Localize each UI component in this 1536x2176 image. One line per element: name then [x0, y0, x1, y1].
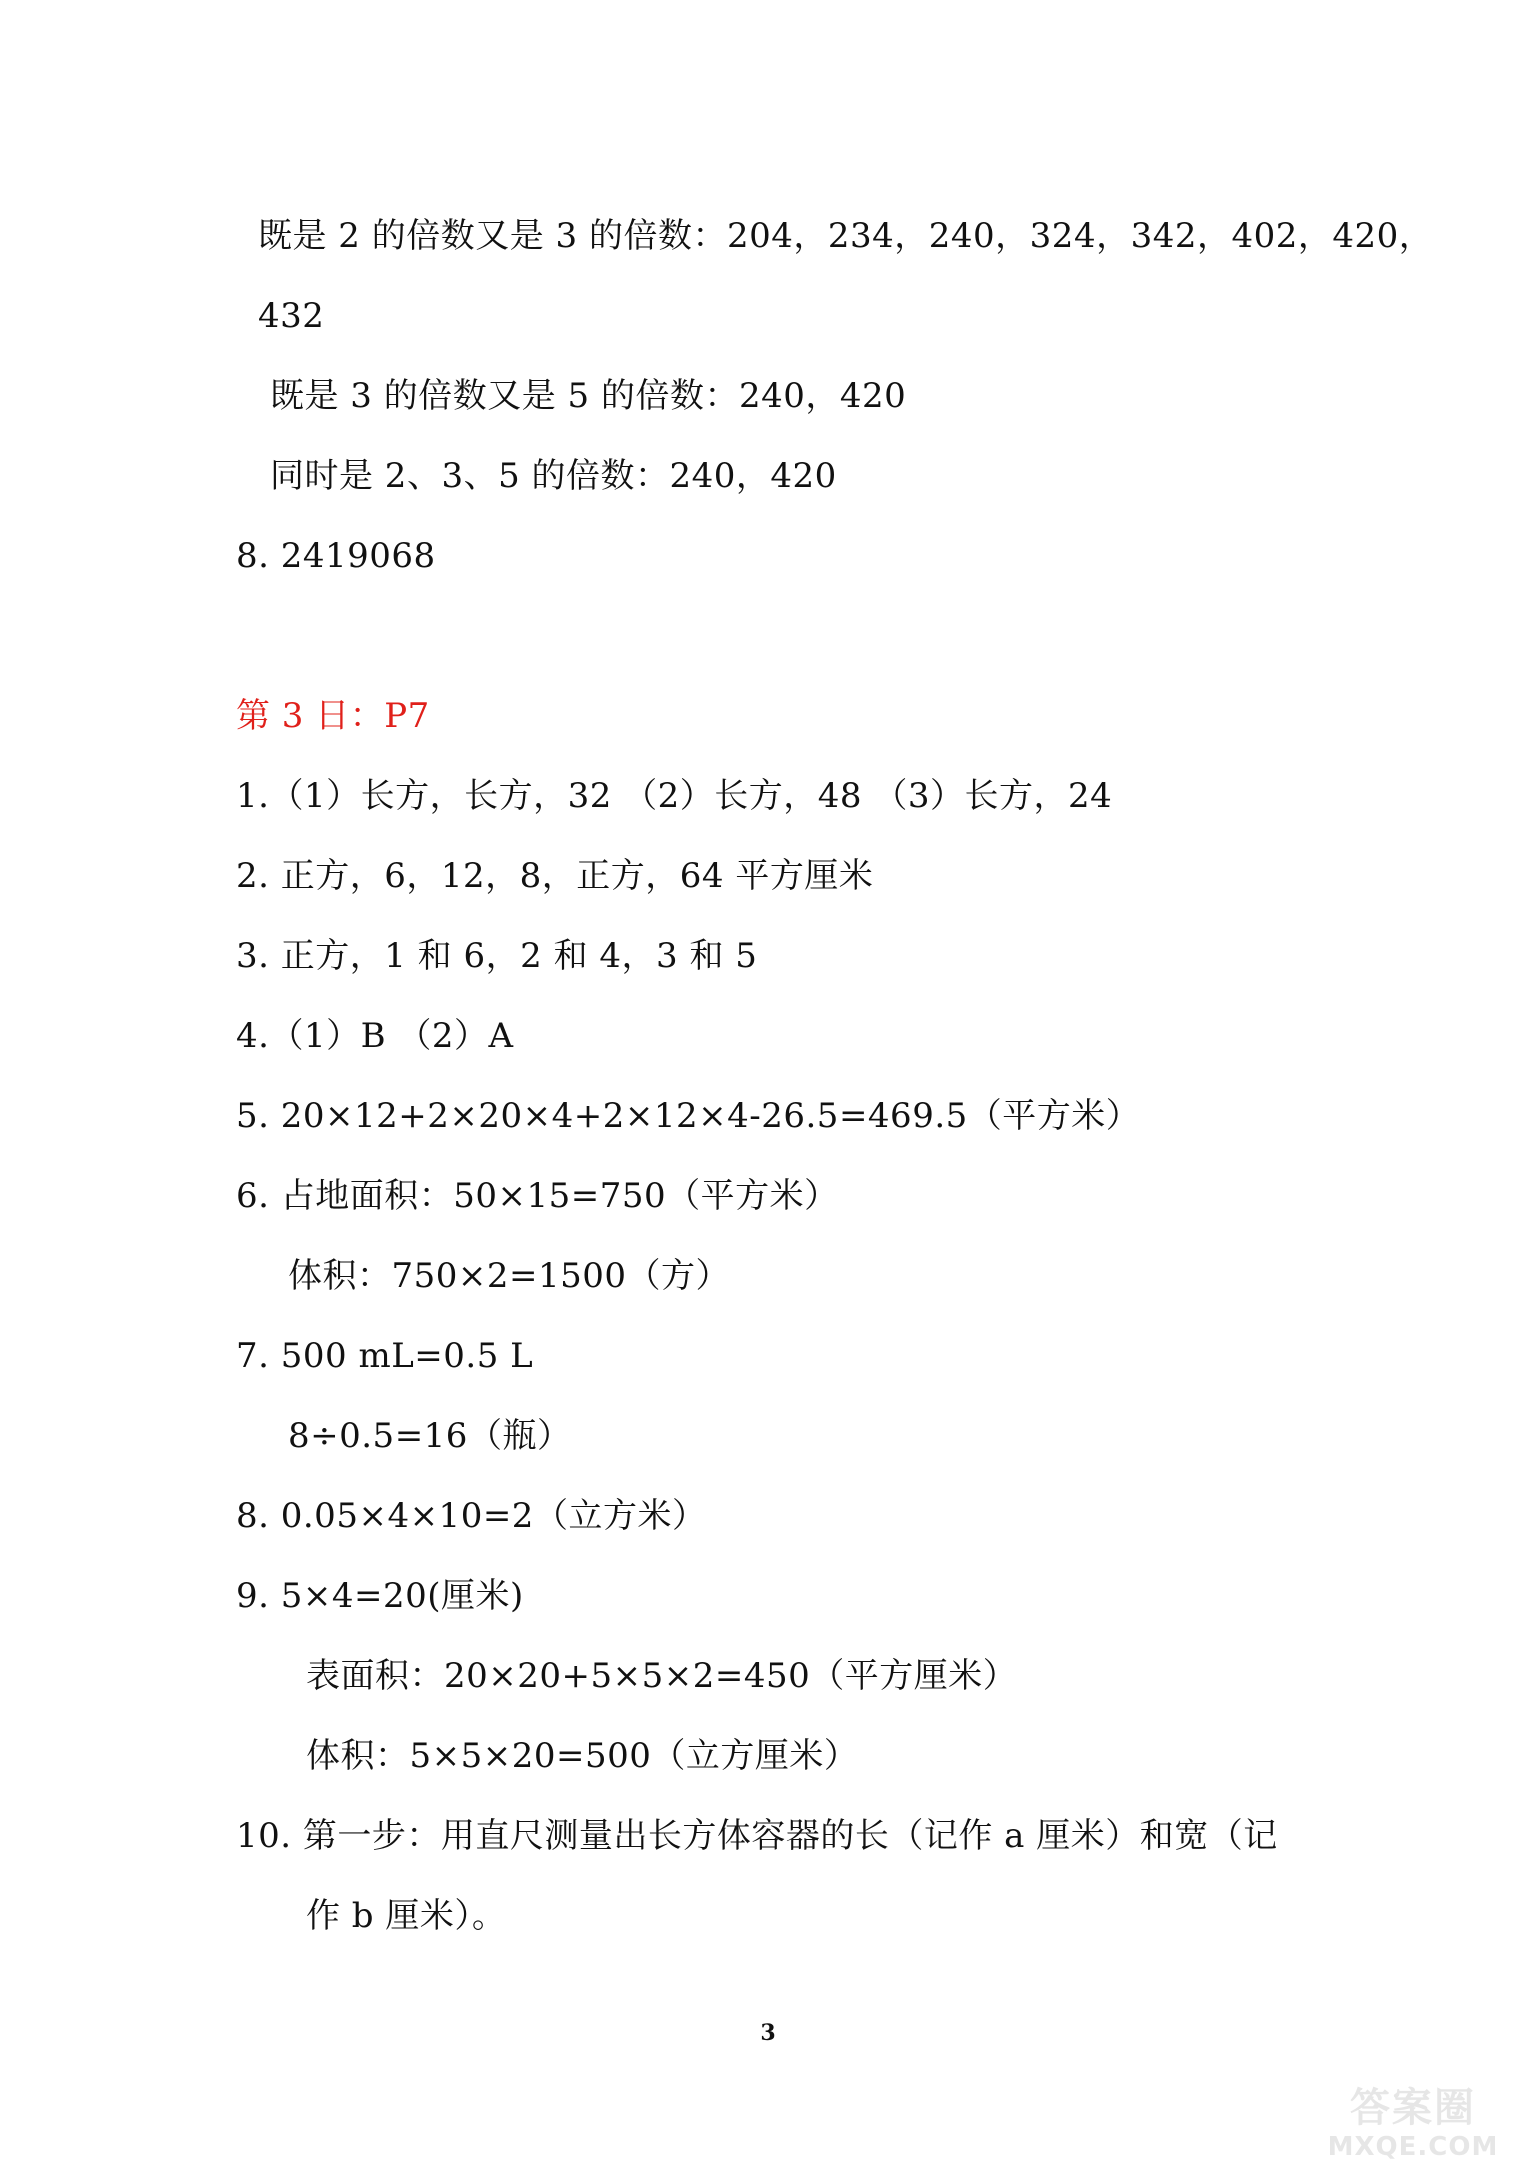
- answer-5: 5. 20×12+2×20×4+2×12×4-26.5=469.5（平方米）: [236, 1096, 1141, 1136]
- answer-10-continuation: 作 b 厘米）。: [306, 1896, 507, 1936]
- answer-7: 7. 500 mL=0.5 L: [236, 1336, 534, 1376]
- answer-4: 4.（1）B （2）A: [236, 1016, 514, 1056]
- answer-2: 2. 正方，6，12，8，正方，64 平方厘米: [236, 856, 874, 896]
- answer-6: 6. 占地面积：50×15=750（平方米）: [236, 1176, 839, 1216]
- answer-9-volume: 体积：5×5×20=500（立方厘米）: [306, 1736, 859, 1776]
- answer-10: 10. 第一步：用直尺测量出长方体容器的长（记作 a 厘米）和宽（记: [236, 1816, 1278, 1856]
- answer-8: 8. 0.05×4×10=2（立方米）: [236, 1496, 707, 1536]
- multiples-of-2-and-3-continuation: 432: [258, 296, 325, 336]
- multiples-of-2-3-5-line: 同时是 2、3、5 的倍数：240，420: [270, 456, 837, 496]
- multiples-of-3-and-5-line: 既是 3 的倍数又是 5 的倍数：240，420: [270, 376, 907, 416]
- page-number: 3: [760, 2020, 776, 2046]
- answer-8-prev-day: 8. 2419068: [236, 536, 436, 576]
- answer-7-bottles: 8÷0.5=16（瓶）: [288, 1416, 572, 1456]
- answer-9-surface-area: 表面积：20×20+5×5×2=450（平方厘米）: [306, 1656, 1018, 1696]
- answer-1: 1.（1）长方，长方，32 （2）长方，48 （3）长方，24: [236, 776, 1113, 816]
- answer-6-volume: 体积：750×2=1500（方）: [288, 1256, 731, 1296]
- watermark-logo: [1308, 2076, 1518, 2166]
- watermark-title: 答案圈: [1350, 2085, 1476, 2131]
- answer-3: 3. 正方，1 和 6，2 和 4，3 和 5: [236, 936, 758, 976]
- multiples-of-2-and-3-line: 既是 2 的倍数又是 3 的倍数：204，234，240，324，342，402，420，: [258, 216, 1434, 256]
- day-3-heading: 第 3 日：P7: [236, 696, 430, 736]
- answer-9: 9. 5×4=20(厘米): [236, 1576, 524, 1616]
- watermark-url: MXQE.COM: [1327, 2132, 1499, 2162]
